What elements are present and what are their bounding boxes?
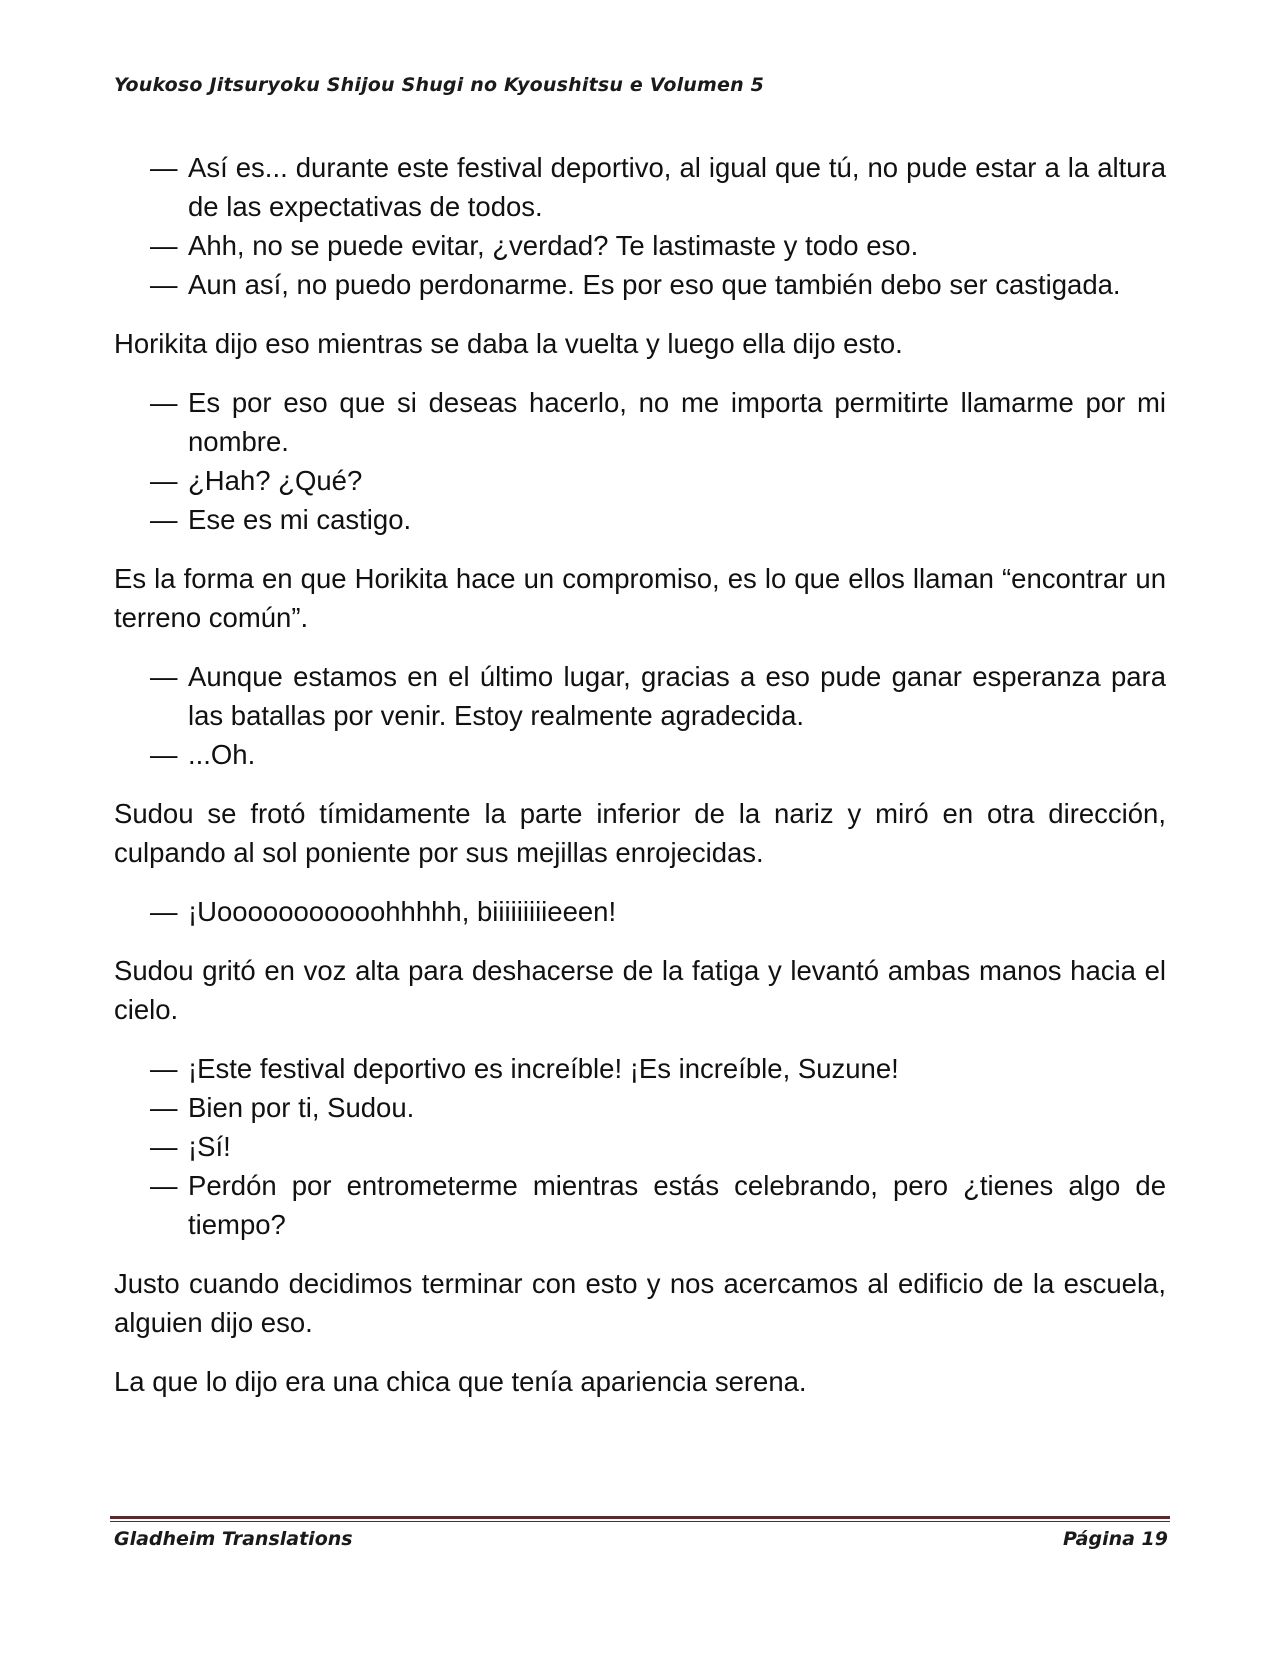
narration-paragraph: Sudou gritó en voz alta para deshacerse de la fatiga y levantó ambas manos hacia el cielo.: [114, 955, 1166, 1025]
narration-paragraph: La que lo dijo era una chica que tenía apariencia serena.: [114, 1366, 807, 1397]
dialog-line: [114, 1049, 1166, 1088]
dialog-dash: —: [150, 504, 178, 535]
dialog-text: Así es... durante este festival deportivo, al igual que tú, no pude estar a la altura de las expectativas de todos.: [188, 152, 1166, 222]
narration-paragraph: Horikita dijo eso mientras se daba la vuelta y luego ella dijo esto.: [114, 328, 903, 359]
dialog-dash: —: [150, 739, 178, 770]
dialog-dash: —: [150, 230, 178, 261]
dialog-text: ¡Sí!: [188, 1131, 231, 1162]
dialog-text: Aunque estamos en el último lugar, gracias a eso pude ganar esperanza para las batallas por venir. Estoy realmente agradecida.: [188, 661, 1166, 731]
dialog-line: [114, 1166, 1166, 1244]
dialog-line: [114, 735, 1166, 774]
page-body: [114, 148, 1166, 1421]
dialog-line: [114, 892, 1166, 931]
dialog-block: [114, 148, 1166, 304]
dialog-line: [114, 657, 1166, 735]
dialog-text: Bien por ti, Sudou.: [188, 1092, 415, 1123]
dialog-dash: —: [150, 1053, 178, 1084]
dialog-dash: —: [150, 661, 178, 692]
footer-translator: Gladheim Translations: [114, 1528, 353, 1550]
dialog-line: [114, 500, 1166, 539]
dialog-text: Aun así, no puedo perdonarme. Es por eso que también debo ser castigada.: [188, 269, 1121, 300]
dialog-line: [114, 226, 1166, 265]
dialog-line: [114, 461, 1166, 500]
dialog-dash: —: [150, 387, 178, 418]
dialog-text: ¡Uooooooooooohhhhh, biiiiiiiiieeen!: [188, 896, 617, 927]
dialog-line: [114, 383, 1166, 461]
dialog-block: [114, 657, 1166, 774]
dialog-text: ¿Hah? ¿Qué?: [188, 465, 363, 496]
narration-paragraph: Sudou se frotó tímidamente la parte inferior de la nariz y miró en otra dirección, culpando al sol poniente por sus mejillas enrojecidas.: [114, 798, 1166, 868]
dialog-text: Ese es mi castigo.: [188, 504, 412, 535]
narration-paragraph: Justo cuando decidimos terminar con esto y nos acercamos al edificio de la escuela, alguien dijo eso.: [114, 1268, 1166, 1338]
dialog-line: [114, 265, 1166, 304]
page-header-title: Youkoso Jitsuryoku Shijou Shugi no Kyoushitsu e Volumen 5: [114, 74, 765, 96]
dialog-dash: —: [150, 465, 178, 496]
dialog-block: [114, 892, 1166, 931]
dialog-block: [114, 1049, 1166, 1244]
dialog-dash: —: [150, 152, 178, 183]
footer-rule: [110, 1516, 1170, 1522]
dialog-dash: —: [150, 269, 178, 300]
dialog-text: ¡Este festival deportivo es increíble! ¡Es increíble, Suzune!: [188, 1053, 899, 1084]
dialog-dash: —: [150, 896, 178, 927]
footer-page-number: Página 19: [1062, 1528, 1168, 1550]
dialog-dash: —: [150, 1170, 178, 1201]
dialog-text: Es por eso que si deseas hacerlo, no me importa permitirte llamarme por mi nombre.: [188, 387, 1166, 457]
dialog-text: Ahh, no se puede evitar, ¿verdad? Te lastimaste y todo eso.: [188, 230, 919, 261]
dialog-line: [114, 148, 1166, 226]
narration-paragraph: Es la forma en que Horikita hace un compromiso, es lo que ellos llaman “encontrar un terreno común”.: [114, 563, 1166, 633]
dialog-text: Perdón por entrometerme mientras estás celebrando, pero ¿tienes algo de tiempo?: [188, 1170, 1166, 1240]
dialog-line: [114, 1127, 1166, 1166]
dialog-block: [114, 383, 1166, 539]
dialog-line: [114, 1088, 1166, 1127]
dialog-dash: —: [150, 1131, 178, 1162]
dialog-text: ...Oh.: [188, 739, 256, 770]
dialog-dash: —: [150, 1092, 178, 1123]
